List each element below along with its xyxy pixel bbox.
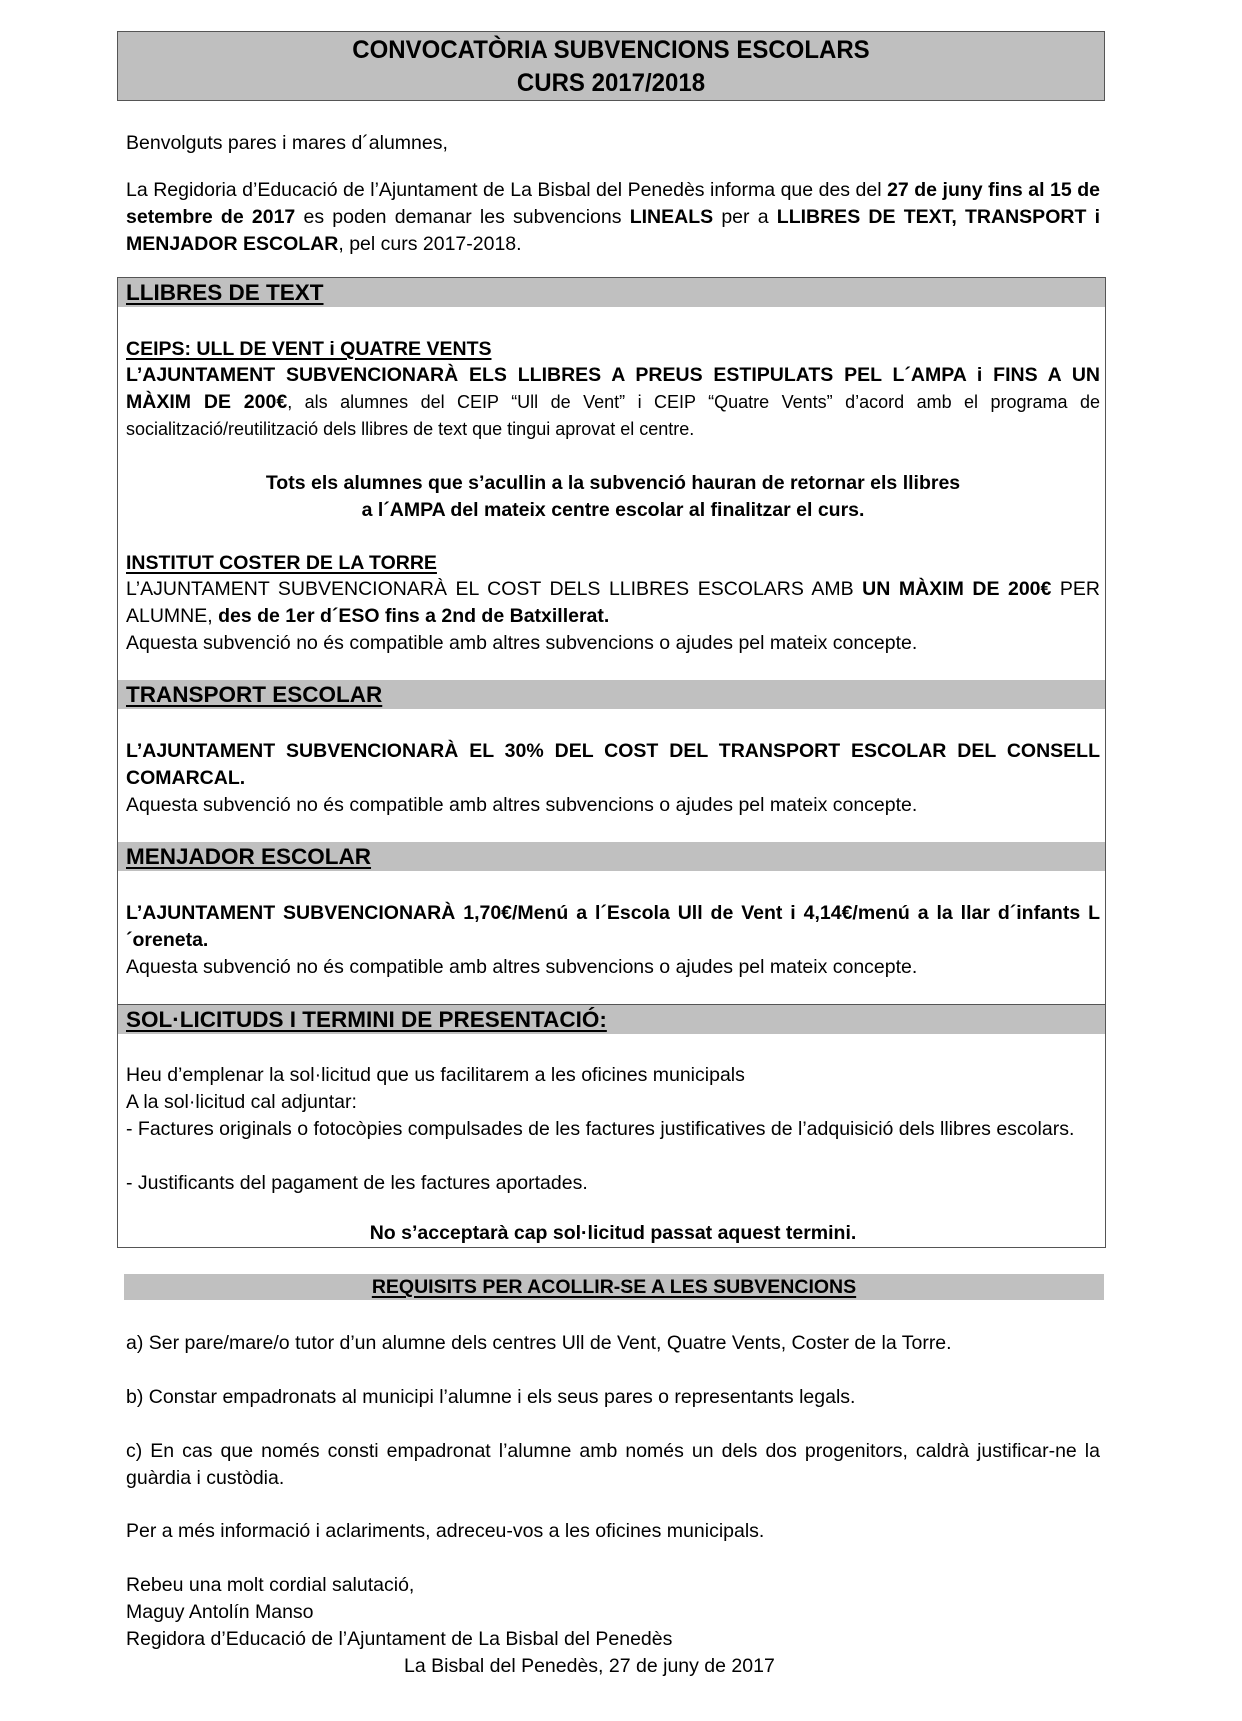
- intro-lineals: LINEALS: [629, 206, 714, 228]
- requisits-heading: REQUISITS PER ACOLLIR-SE A LES SUBVENCIONS: [371, 1276, 857, 1298]
- transport-paragraph: L’AJUNTAMENT SUBVENCIONARÀ EL 30% DEL COST DEL TRANSPORT ESCOLAR DEL CONSELL COMARCAL.: [126, 740, 1100, 789]
- solicituds-warning: No s’acceptarà cap sol·licitud passat aquest termini.: [369, 1222, 857, 1244]
- section-heading-llibres: LLIBRES DE TEXT: [126, 280, 324, 305]
- intro-text: La Regidoria d’Educació de l’Ajuntament de La Bisbal del Penedès informa que des del: [126, 179, 888, 201]
- signatory-name: Maguy Antolín Manso: [126, 1601, 314, 1623]
- document-title: CONVOCATÒRIA SUBVENCIONS ESCOLARS: [352, 36, 870, 64]
- institut-range: des de 1er d´ESO fins a 2nd de Batxillerat.: [218, 605, 610, 627]
- section-heading-transport: TRANSPORT ESCOLAR: [126, 682, 383, 707]
- ceips-paragraph: [126, 362, 1100, 443]
- llibres-compat-note: Aquesta subvenció no és compatible amb altres subvencions o ajudes pel mateix concepte.: [126, 632, 918, 654]
- ceips-heading: CEIPS: ULL DE VENT i QUATRE VENTS: [126, 338, 492, 360]
- ceips-bold: L’AJUNTAMENT SUBVENCIONARÀ ELS LLIBRES A PREUS ESTIPULATS PEL L´AMPA i FINS A UN MÀXIM DE 200€: [126, 364, 1100, 413]
- section-heading-solicituds: SOL·LICITUDS I TERMINI DE PRESENTACIÓ:: [126, 1007, 607, 1032]
- intro-text: es poden demanar les subvencions: [295, 206, 630, 228]
- signatory-role: Regidora d’Educació de l’Ajuntament de La Bisbal del Penedès: [126, 1628, 673, 1650]
- document-subtitle: CURS 2017/2018: [516, 69, 706, 97]
- salutation: Rebeu una molt cordial salutació,: [126, 1574, 415, 1596]
- solicituds-item2: - Justificants del pagament de les factures aportades.: [126, 1172, 588, 1194]
- info-note: Per a més informació i aclariments, adreceu-vos a les oficines municipals.: [126, 1520, 765, 1542]
- return-notice-line2: a l´AMPA del mateix centre escolar al finalitzar el curs.: [361, 499, 865, 521]
- ceips-text: , als alumnes del CEIP “Ull de Vent” i CEIP “Quatre Vents” d’acord amb el programa de socialització/reutilització dels llibres de text que tingui aprovat el centre.: [126, 392, 1100, 439]
- institut-max: UN MÀXIM DE 200€: [862, 578, 1052, 600]
- intro-dates: 27 de juny fins al 15 de setembre de 2017: [126, 179, 1100, 228]
- intro-text: per a: [713, 206, 777, 228]
- intro-text: , pel curs 2017-2018.: [338, 233, 522, 255]
- greeting: Benvolguts pares i mares d´alumnes,: [126, 132, 448, 154]
- institut-text: L’AJUNTAMENT SUBVENCIONARÀ EL COST DELS LLIBRES ESCOLARS AMB: [126, 578, 863, 600]
- document-title-box: [117, 31, 1105, 101]
- menjador-paragraph: L’AJUNTAMENT SUBVENCIONARÀ 1,70€/Menú a l´Escola Ull de Vent i 4,14€/menú a la llar d´infants L´oreneta.: [126, 902, 1100, 951]
- requisit-item: c) En cas que només consti empadronat l’alumne amb només un dels dos progenitors, caldrà justificar-ne la guàrdia i custòdia.: [126, 1440, 1100, 1489]
- requisit-item: a) Ser pare/mare/o tutor d’un alumne dels centres Ull de Vent, Quatre Vents, Coster de la Torre.: [126, 1332, 952, 1354]
- transport-compat-note: Aquesta subvenció no és compatible amb altres subvencions o ajudes pel mateix concepte.: [126, 794, 918, 816]
- intro-categories: LLIBRES DE TEXT, TRANSPORT i MENJADOR ESCOLAR: [126, 206, 1100, 255]
- section-heading-menjador: MENJADOR ESCOLAR: [126, 844, 372, 869]
- institut-paragraph: [126, 576, 1100, 630]
- institut-text: PER ALUMNE,: [126, 578, 1100, 627]
- solicituds-item1: - Factures originals o fotocòpies compulsades de les factures justificatives de l’adquisició dels llibres escolars.: [126, 1118, 1075, 1140]
- menjador-compat-note: Aquesta subvenció no és compatible amb altres subvencions o ajudes pel mateix concepte.: [126, 956, 918, 978]
- place-date: La Bisbal del Penedès, 27 de juny de 2017: [404, 1655, 775, 1677]
- requisits-band: [124, 1274, 1104, 1300]
- solicituds-line1: Heu d’emplenar la sol·licitud que us facilitarem a les oficines municipals: [126, 1064, 745, 1086]
- institut-heading: INSTITUT COSTER DE LA TORRE: [126, 552, 437, 574]
- return-notice-line1: Tots els alumnes que s’acullin a la subvenció hauran de retornar els llibres: [265, 472, 961, 494]
- requisit-item: b) Constar empadronats al municipi l’alumne i els seus pares o representants legals.: [126, 1386, 856, 1408]
- intro-paragraph: [126, 177, 1100, 258]
- solicituds-line2: A la sol·licitud cal adjuntar:: [126, 1091, 357, 1113]
